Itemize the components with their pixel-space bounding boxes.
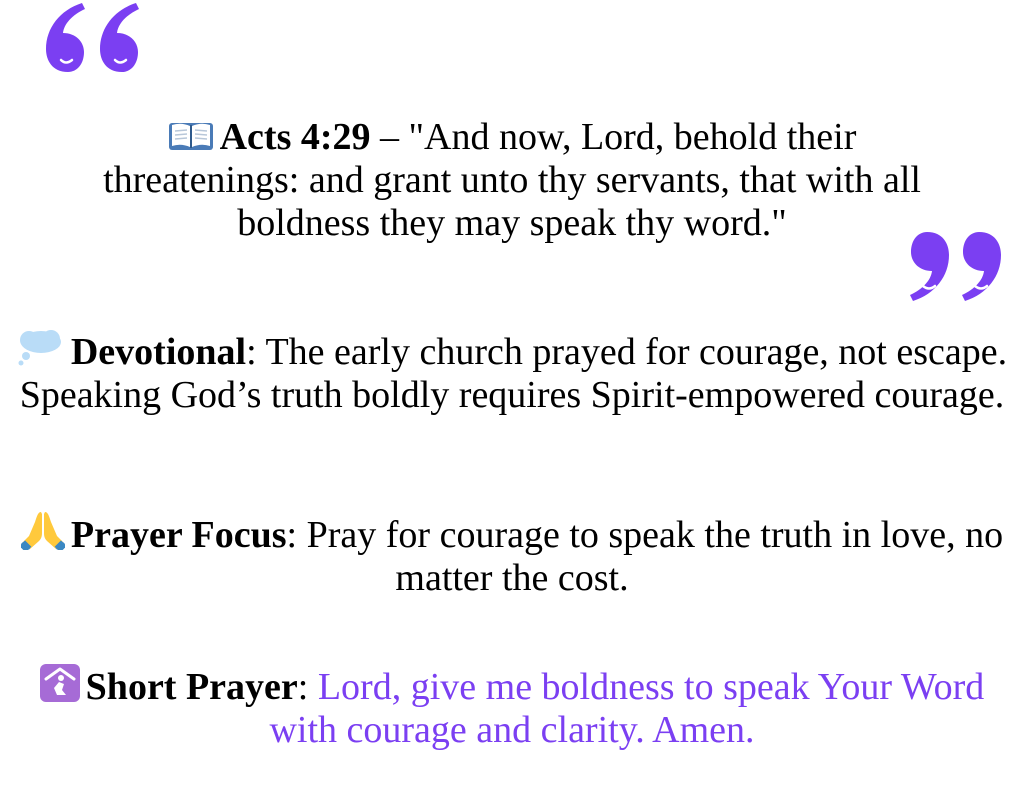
devotional-separator: : <box>246 331 266 373</box>
prayer-focus-label: Prayer Focus <box>70 514 287 556</box>
devotional-text: The early church prayed for courage, not escape. Speaking God’s truth boldly requires Spirit-empowered courage. <box>19 331 1008 416</box>
verse-separator: – <box>370 116 409 158</box>
short-prayer-label: Short Prayer <box>85 666 298 708</box>
open-book-icon <box>168 120 214 152</box>
verse-block <box>0 116 1024 245</box>
place-of-worship-icon <box>40 664 80 702</box>
praying-hands-icon <box>21 508 65 550</box>
short-prayer-text: Lord, give me boldness to speak Your Word with courage and clarity. Amen. <box>269 666 985 751</box>
short-prayer-separator: : <box>297 666 318 708</box>
thought-bubble-icon <box>17 329 65 367</box>
devotional-block <box>0 329 1024 417</box>
open-quote-icon <box>44 2 144 74</box>
prayer-focus-text: Pray for courage to speak the truth in love, no matter the cost. <box>306 514 1004 599</box>
prayer-focus-separator: : <box>286 514 307 556</box>
short-prayer-block <box>0 664 1024 752</box>
verse-text: "And now, Lord, behold their threatenings: and grant unto thy servants, that with all boldness they may speak thy word." <box>103 116 921 244</box>
prayer-focus-block <box>0 508 1024 600</box>
devotional-label: Devotional <box>70 331 247 373</box>
verse-reference: Acts 4:29 <box>219 116 371 158</box>
